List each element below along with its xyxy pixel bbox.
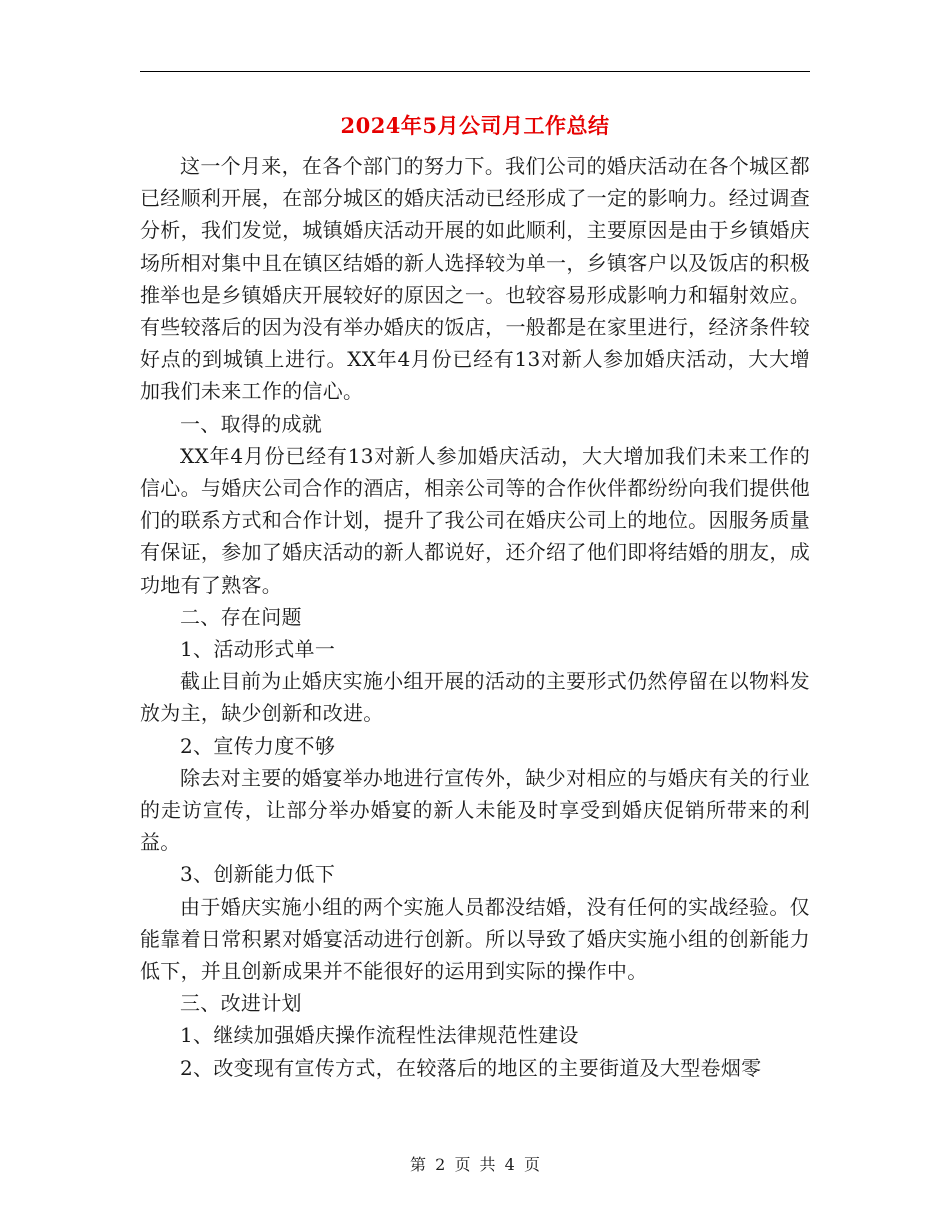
paragraph-problem-2: 除去对主要的婚宴举办地进行宣传外，缺少对相应的与婚庆有关的行业的走访宣传，让部分举办婚宴的新人未能及时享受到婚庆促销所带来的利益。 bbox=[140, 765, 810, 855]
subheading-problem-2: 2、宣传力度不够 bbox=[180, 733, 336, 758]
paragraph-intro: 这一个月来，在各个部门的努力下。我们公司的婚庆活动在各个城区都已经顺利开展，在部分城区的婚庆活动已经形成了一定的影响力。经过调查分析，我们发觉，城镇婚庆活动开展的如此顺利，主要原因是由于乡镇婚庆场所相对集中且在镇区结婚的新人选择较为单一，乡镇客户以及饭店的积极推举也是乡镇婚庆开展较好的原因之一。也较容易形成影响力和辐射效应。有些较落后的因为没有举办婚庆的饭店，一般都是在家里进行，经济条件较好点的到城镇上进行。XX年4月份已经有13对新人参加婚庆活动，大大增加我们未来工作的信心。 bbox=[140, 154, 810, 404]
document-body bbox=[140, 150, 810, 1084]
header-rule bbox=[140, 71, 810, 72]
document-title: 2024年5月公司月工作总结 bbox=[340, 113, 610, 138]
section-heading-achievements: 一、取得的成就 bbox=[180, 411, 323, 436]
plan-item-1: 1、继续加强婚庆操作流程性法律规范性建设 bbox=[180, 1023, 579, 1048]
footer-prefix: 第 bbox=[410, 1155, 427, 1174]
plan-item-2: 2、改变现有宣传方式，在较落后的地区的主要街道及大型卷烟零 bbox=[180, 1055, 762, 1080]
footer-page-number: 2 bbox=[435, 1155, 446, 1174]
section-heading-problems: 二、存在问题 bbox=[180, 604, 302, 629]
section-heading-improvement: 三、改进计划 bbox=[180, 991, 302, 1016]
subheading-problem-1: 1、活动形式单一 bbox=[180, 637, 336, 662]
footer-total-prefix: 共 bbox=[479, 1155, 496, 1174]
paragraph-problem-1: 截止目前为止婚庆实施小组开展的活动的主要形式仍然停留在以物料发放为主，缺少创新和改进。 bbox=[140, 669, 810, 726]
footer-total-pages: 4 bbox=[504, 1155, 515, 1174]
page-footer bbox=[0, 1154, 950, 1176]
subheading-problem-3: 3、创新能力低下 bbox=[180, 862, 336, 887]
paragraph-achievements: XX年4月份已经有13对新人参加婚庆活动，大大增加我们未来工作的信心。与婚庆公司合作的酒店，相亲公司等的合作伙伴都纷纷向我们提供他们的联系方式和合作计划，提升了我公司在婚庆公司上的地位。因服务质量有保证，参加了婚庆活动的新人都说好，还介绍了他们即将结婚的朋友，成功地有了熟客。 bbox=[140, 443, 810, 597]
footer-page-unit: 页 bbox=[454, 1155, 471, 1174]
footer-total-unit: 页 bbox=[523, 1155, 540, 1174]
paragraph-problem-3: 由于婚庆实施小组的两个实施人员都没结婚，没有任何的实战经验。仅能靠着日常积累对婚宴活动进行创新。所以导致了婚庆实施小组的创新能力低下，并且创新成果并不能很好的运用到实际的操作中。 bbox=[140, 894, 810, 984]
